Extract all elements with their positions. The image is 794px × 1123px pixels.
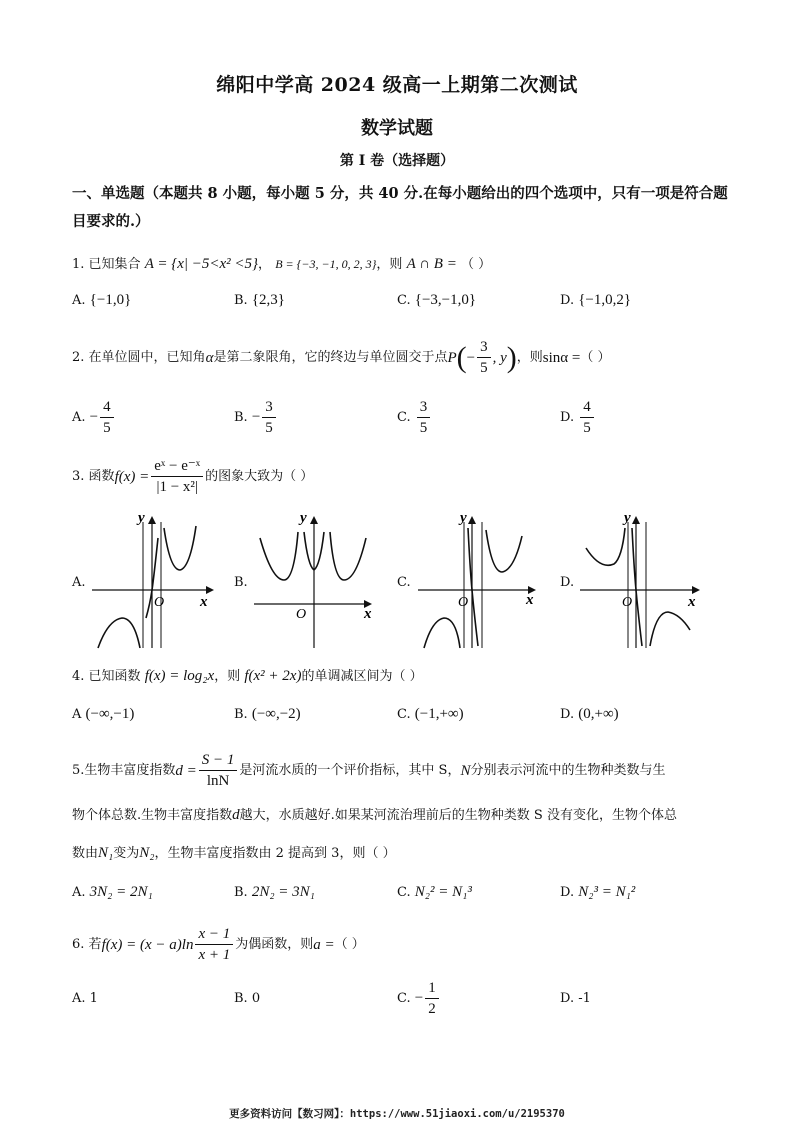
- question-4: 4. 已知函数 f(x) = log₂x，则 f(x² + 2x)的单调减区间为（ ）: [72, 668, 423, 684]
- question-number: 6.: [72, 936, 85, 952]
- question-number: 3.: [72, 468, 85, 484]
- svg-text:y: y: [138, 510, 145, 526]
- q5-option-a[interactable]: A. 3N₂ = 2N₁: [72, 884, 153, 900]
- answer-paren: （ ）: [460, 257, 492, 272]
- question-ask: A ∩ B =: [406, 256, 457, 272]
- question-3: 3. 函数 f(x) = $\frac{\text{eˣ − e⁻ˣ}}{\text{|1 − x²|}}$ 的图象大致为（ ）: [72, 458, 314, 495]
- q2-option-b[interactable]: B. − $\frac{3}{5}$: [234, 397, 278, 438]
- answer-paren: （ ）: [334, 936, 365, 952]
- question-number: 5.: [72, 762, 85, 778]
- exam-subject: 数学试题: [361, 118, 433, 139]
- q3-option-c-label[interactable]: C.: [397, 575, 411, 590]
- question-ask: sinα =: [542, 349, 581, 366]
- question-ask: a =: [313, 936, 335, 953]
- question-number: 4.: [72, 669, 85, 684]
- question-number: 1.: [72, 257, 85, 272]
- q1-option-c[interactable]: C. {−3,−1,0}: [397, 292, 477, 308]
- question-5-line-2: 物个体总数.生物丰富度指数d越大，水质越好.如果某河流治理前后的生物种类数 S 没有变化，生物个体总: [72, 807, 677, 823]
- svg-text:y: y: [624, 510, 631, 526]
- exam-title: 绵阳中学高 2024 级高一上期第二次测试: [216, 74, 578, 96]
- q1-option-d[interactable]: D. {−1,0,2}: [560, 292, 632, 308]
- question-5: 5. 生物丰富度指数 d = $\frac{S - 1}{\ln N}$ 是河流水质的一个评价指标，其中 S， N 分别表示河流中的生物种类数与生: [72, 752, 666, 789]
- q3-graph-d[interactable]: [578, 508, 708, 650]
- q6-option-c[interactable]: C. − $\frac{1}{2}$: [397, 978, 441, 1019]
- q6-option-a[interactable]: A. 1: [72, 991, 98, 1006]
- q2-option-a[interactable]: A. − $\frac{4}{5}$: [72, 397, 116, 438]
- question-5-line-3: 数由N₁变为N₂，生物丰富度指数由 2 提高到 3，则（ ）: [72, 845, 396, 861]
- svg-text:y: y: [300, 510, 307, 526]
- answer-paren: （ ）: [580, 349, 611, 365]
- q2-option-c[interactable]: C. $\frac{3}{5}$: [397, 397, 432, 438]
- svg-text:O: O: [458, 595, 469, 610]
- q6-option-b[interactable]: B. 0: [234, 991, 261, 1006]
- question-1: 1. 已知集合 A = {x| −5<x² <5}， B = {−3, −1, 0, 2, 3}，则 A ∩ B = （ ）: [72, 256, 492, 272]
- q4-option-c[interactable]: C. (−1,+∞): [397, 706, 464, 722]
- question-number: 2.: [72, 349, 85, 365]
- q2-option-d[interactable]: D. $\frac{4}{5}$: [560, 397, 596, 438]
- q3-option-d-label[interactable]: D.: [560, 575, 575, 590]
- q3-graph-b[interactable]: [252, 508, 382, 650]
- svg-text:O: O: [154, 595, 165, 610]
- q1-option-a[interactable]: A. {−1,0}: [72, 292, 132, 308]
- question-stem: 在单位圆中，已知角: [88, 349, 206, 365]
- set-b: B = {−3, −1, 0, 2, 3}: [275, 257, 377, 271]
- question-stem: 已知集合: [88, 257, 141, 272]
- q5-option-d[interactable]: D. N₂³ = N₁²: [560, 884, 636, 900]
- q3-graph-a[interactable]: [90, 508, 220, 650]
- set-a: A = {x| −5<x² <5}: [144, 256, 259, 272]
- q5-option-b[interactable]: B. 2N₂ = 3N₁: [234, 884, 315, 900]
- svg-text:x: x: [688, 594, 696, 610]
- svg-text:x: x: [200, 594, 208, 610]
- q4-option-d[interactable]: D. (0,+∞): [560, 706, 619, 722]
- q4-option-b[interactable]: B. (−∞,−2): [234, 706, 301, 722]
- svg-text:O: O: [622, 595, 633, 610]
- q5-option-c[interactable]: C. N₂² = N₁³: [397, 884, 472, 900]
- svg-text:y: y: [460, 510, 467, 526]
- question-stem: 生物丰富度指数: [84, 762, 176, 778]
- question-2: 2. 在单位圆中，已知角 α 是第二象限角，它的终边与单位圆交于点 P ( − $\frac{3}{5}$ , y ) ，则 sinα = （ ）: [72, 339, 611, 376]
- section-heading: 一、单选题（本题共 8 小题，每小题 5 分，共 40 分.在每小题给出的四个选项中，只有一项是符合题目要求的.）: [72, 185, 728, 230]
- footer-link[interactable]: 更多资料访问【数习网】：https://www.51jiaoxi.com/u/2195370: [229, 1108, 565, 1120]
- q1-option-b[interactable]: B. {2,3}: [234, 292, 285, 308]
- richness-fraction: $\frac{S - 1}{\ln N}$: [199, 750, 238, 791]
- log-fraction: $\frac{x - 1}{x + 1}$: [195, 924, 233, 965]
- question-stem: 若: [88, 936, 102, 952]
- question-6: 6. 若 f(x) = (x − a)ln $\frac{x - 1}{x + 1}$ 为偶函数，则 a = （ ）: [72, 926, 365, 963]
- svg-text:O: O: [296, 607, 307, 622]
- function-fraction: $\frac{\text{eˣ − e⁻ˣ}}{\text{|1 − x²|}}$: [151, 456, 203, 497]
- question-stem: 函数: [88, 468, 115, 484]
- question-stem: 已知函数: [88, 669, 141, 684]
- svg-text:x: x: [364, 606, 372, 622]
- q3-option-b-label[interactable]: B.: [234, 575, 248, 590]
- q3-graph-c[interactable]: [416, 508, 546, 650]
- q4-option-a[interactable]: A (−∞,−1): [72, 706, 135, 722]
- q3-option-a-label[interactable]: A.: [72, 575, 86, 590]
- q6-option-d[interactable]: D. -1: [560, 991, 591, 1006]
- exam-part: 第 I 卷（选择题）: [339, 153, 455, 169]
- svg-text:x: x: [526, 592, 534, 608]
